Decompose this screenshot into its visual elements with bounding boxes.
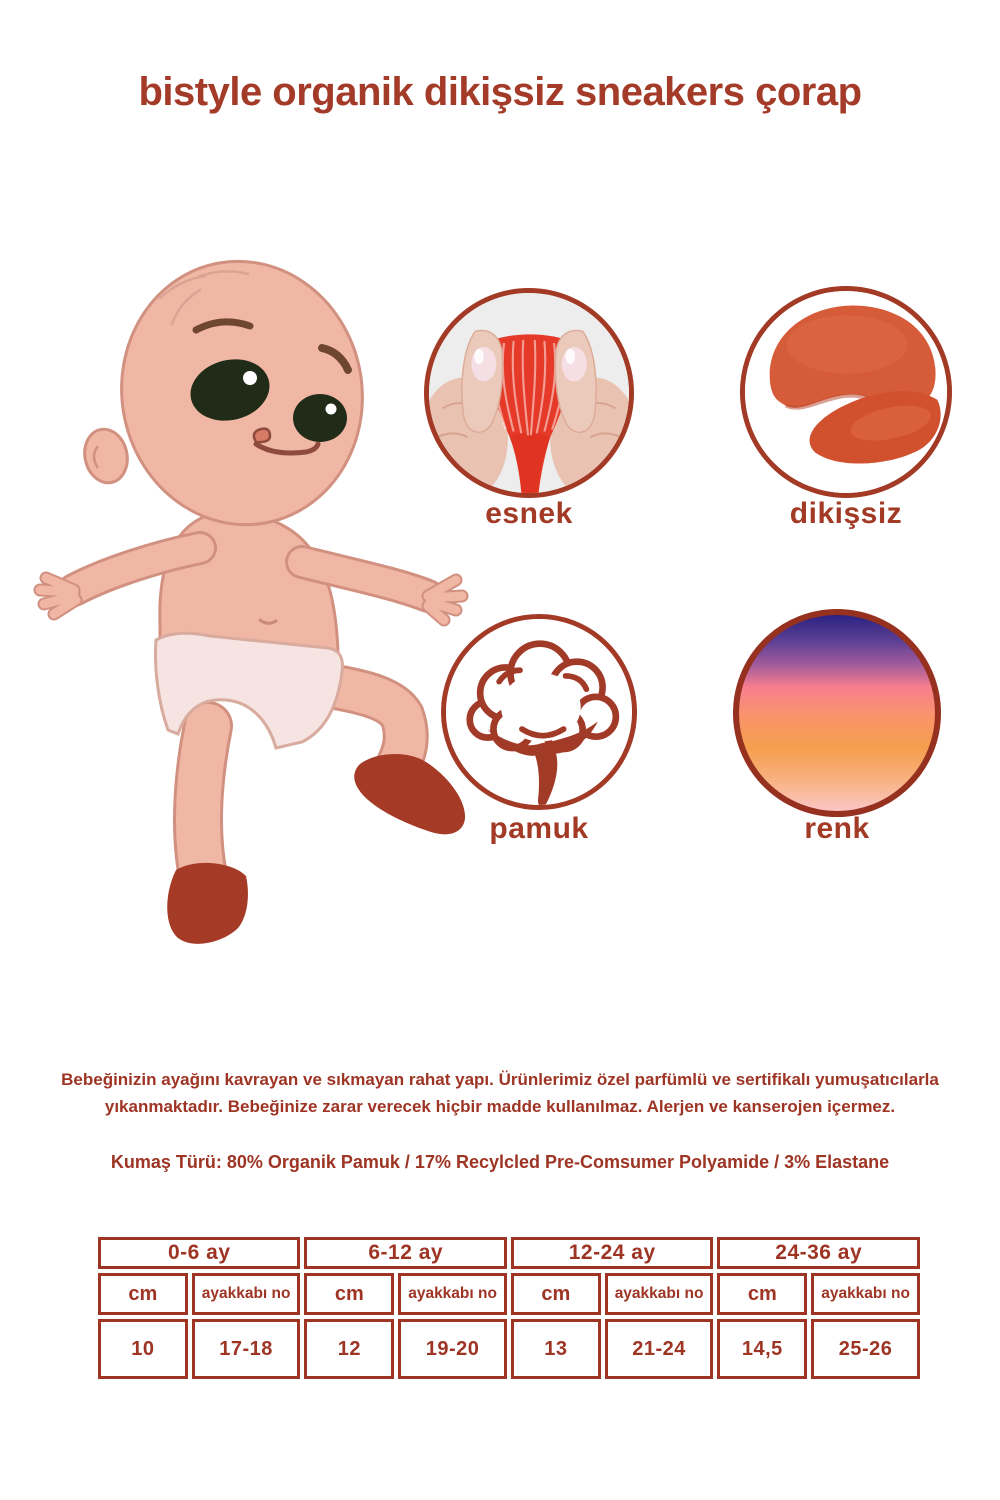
- age-group-header-row: [98, 1237, 920, 1269]
- subheader-cm: cm: [98, 1273, 188, 1315]
- feature-esnek-label: esnek: [485, 497, 573, 530]
- subheader-cm: cm: [511, 1273, 601, 1315]
- feature-renk-label: renk: [804, 812, 870, 845]
- baby-eye-right: [293, 394, 347, 442]
- age-group-6-12: 6-12 ay: [304, 1237, 506, 1269]
- feature-esnek-circle: [424, 288, 634, 498]
- value-cm-12-24: 13: [511, 1319, 601, 1379]
- cotton-flower-icon: [446, 619, 632, 805]
- baby-sock-standing: [167, 863, 248, 944]
- color-gradient-swatch: [733, 609, 941, 817]
- age-group-24-36: 24-36 ay: [717, 1237, 920, 1269]
- feature-dikissiz-circle: [740, 286, 952, 498]
- value-cm-24-36: 14,5: [717, 1319, 807, 1379]
- value-shoe-0-6: 17-18: [192, 1319, 301, 1379]
- feature-dikissiz-label: dikişsiz: [789, 497, 903, 530]
- baby-svg: [10, 228, 470, 973]
- stretch-sock-photo: [429, 293, 629, 493]
- subheader-shoe: ayakkabı no: [192, 1273, 301, 1315]
- value-cm-6-12: 12: [304, 1319, 394, 1379]
- feature-pamuk-circle: [441, 614, 637, 810]
- values-row: [98, 1319, 920, 1379]
- subheader-shoe: ayakkabı no: [811, 1273, 920, 1315]
- sub-header-row: [98, 1273, 920, 1315]
- age-group-0-6: 0-6 ay: [98, 1237, 300, 1269]
- product-description: Bebeğinizin ayağını kavrayan ve sıkmayan rahat yapı. Ürünlerimiz özel parfümlü ve sertifikalı yumuşatıcılarla yıkanmaktadır. Bebeğinize zarar verecek hiçbir madde kullanılmaz. Alerjen ve kanserojen içermez.: [61, 1070, 939, 1116]
- value-shoe-6-12: 19-20: [398, 1319, 507, 1379]
- seamless-socks-photo: [745, 291, 947, 493]
- value-shoe-24-36: 25-26: [811, 1319, 920, 1379]
- subheader-shoe: ayakkabı no: [605, 1273, 714, 1315]
- fabric-composition: Kumaş Türü: 80% Organik Pamuk / 17% Recylcled Pre-Comsumer Polyamide / 3% Elastane: [110, 1152, 890, 1172]
- value-cm-0-6: 10: [98, 1319, 188, 1379]
- subheader-cm: cm: [304, 1273, 394, 1315]
- page-title: bistyle organik dikişsiz sneakers çorap: [138, 70, 862, 114]
- value-shoe-12-24: 21-24: [605, 1319, 714, 1379]
- subheader-cm: cm: [717, 1273, 807, 1315]
- age-group-12-24: 12-24 ay: [511, 1237, 713, 1269]
- size-table: [94, 1233, 924, 1383]
- baby-illustration: [10, 228, 470, 973]
- feature-pamuk-label: pamuk: [489, 812, 589, 845]
- subheader-shoe: ayakkabı no: [398, 1273, 507, 1315]
